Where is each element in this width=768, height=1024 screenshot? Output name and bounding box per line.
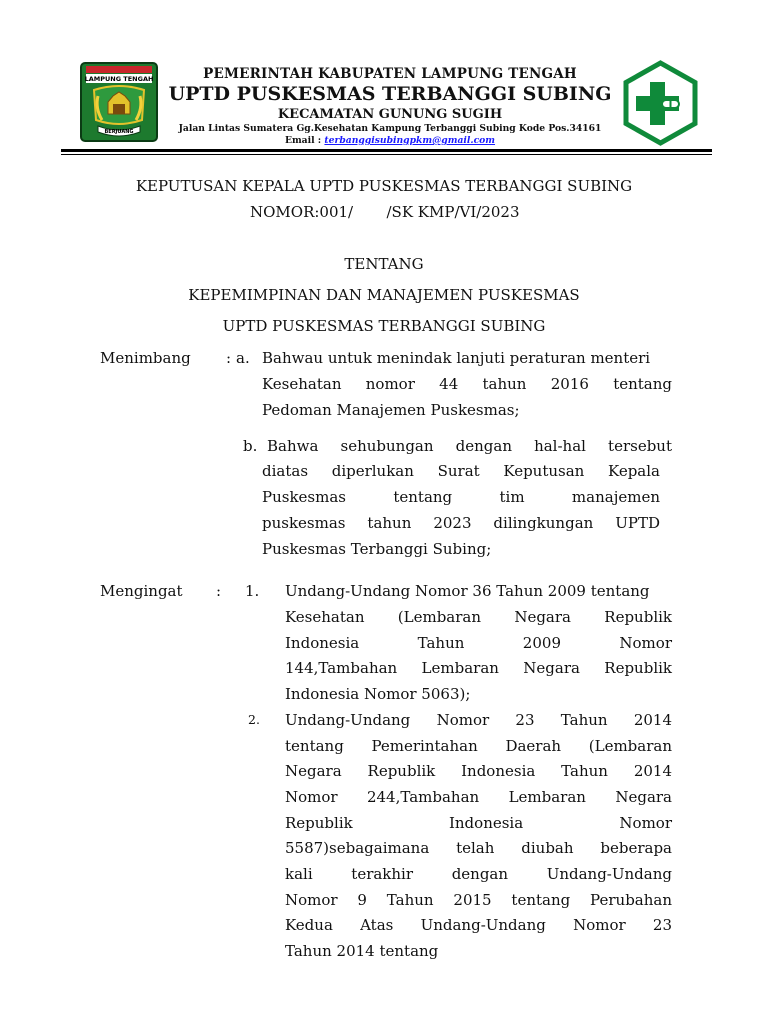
menimbang-colon: : (226, 349, 232, 367)
mengingat-2-line: kali terakhir dengan Undang-Undang (285, 865, 672, 883)
mengingat-1-line: Kesehatan (Lembaran Negara Republik (285, 608, 672, 626)
menimbang-a-line: Kesehatan nomor 44 tahun 2016 tentang (262, 375, 672, 393)
decree-subject-line-2: UPTD PUSKESMAS TERBANGGI SUBING (222, 317, 546, 335)
menimbang-a-line: Pedoman Manajemen Puskesmas; (262, 401, 520, 419)
mengingat-2-line: Republik Indonesia Nomor (285, 814, 672, 832)
decree-subject-line-1: KEPEMIMPINAN DAN MANAJEMEN PUSKESMAS (188, 286, 580, 304)
letterhead-rule-thin (61, 154, 712, 155)
menimbang-a-line: Bahwau untuk menindak lanjuti peraturan menteri (262, 349, 651, 367)
institution-name: UPTD PUSKESMAS TERBANGGI SUBING (168, 83, 612, 105)
email-line (160, 135, 620, 146)
decree-title: KEPUTUSAN KEPALA UPTD PUSKESMAS TERBANGGI SUBING (135, 177, 633, 195)
government-name: PEMERINTAH KABUPATEN LAMPUNG TENGAH (203, 66, 577, 82)
menimbang-b-line: Bahwa sehubungan dengan hal-hal tersebut (267, 437, 672, 455)
mengingat-marker-1: 1. (245, 582, 260, 600)
decree-about: TENTANG (344, 255, 424, 273)
mengingat-1-line: Undang-Undang Nomor 36 Tahun 2009 tentang (285, 582, 650, 600)
mengingat-colon: : (216, 582, 222, 600)
emblem-motto: BERJUANG (104, 129, 134, 135)
decree-number: NOMOR:001/ /SK KMP/VI/2023 (250, 203, 520, 221)
mengingat-2-line: tentang Pemerintahan Daerah (Lembaran (285, 737, 672, 755)
mengingat-label: Mengingat (100, 582, 183, 600)
lampung-tengah-emblem (80, 62, 158, 142)
menimbang-label: Menimbang (100, 349, 191, 367)
email-label: Email : (284, 135, 325, 146)
menimbang-b-line: Puskesmas tentang tim manajemen (262, 488, 660, 506)
mengingat-1-line: 144,Tambahan Lembaran Negara Republik (285, 659, 672, 677)
email-link[interactable]: terbanggisubingpkm@gmail.com (324, 135, 496, 146)
letterhead-rule-thick (61, 149, 712, 152)
mengingat-1-line: Indonesia Tahun 2009 Nomor (285, 634, 672, 652)
district-name: KECAMATAN GUNUNG SUGIH (277, 107, 503, 122)
mengingat-2-line: Negara Republik Indonesia Tahun 2014 (285, 762, 672, 780)
menimbang-marker-a: a. (236, 349, 250, 367)
puskesmas-logo (622, 60, 699, 146)
mengingat-2-line: Undang-Undang Nomor 23 Tahun 2014 (285, 711, 672, 729)
mengingat-marker-2: 2. (248, 712, 260, 727)
mengingat-2-line: Tahun 2014 tentang (285, 942, 439, 960)
mengingat-2-line: Nomor 244,Tambahan Lembaran Negara (285, 788, 672, 806)
menimbang-b-line: diatas diperlukan Surat Keputusan Kepala (262, 462, 660, 480)
emblem-text: LAMPUNG TENGAH (84, 75, 154, 83)
mengingat-2-line: Nomor 9 Tahun 2015 tentang Perubahan (285, 891, 672, 909)
menimbang-b-line: puskesmas tahun 2023 dilingkungan UPTD (262, 514, 660, 532)
mengingat-1-line: Indonesia Nomor 5063); (285, 685, 471, 703)
menimbang-marker-b: b. (243, 437, 258, 455)
address: Jalan Lintas Sumatera Gg.Kesehatan Kampung Terbanggi Subing Kode Pos.34161 (178, 123, 602, 134)
mengingat-2-line: 5587)sebagaimana telah diubah beberapa (285, 839, 672, 857)
menimbang-b-line: Puskesmas Terbanggi Subing; (262, 540, 492, 558)
mengingat-2-line: Kedua Atas Undang-Undang Nomor 23 (285, 916, 672, 934)
